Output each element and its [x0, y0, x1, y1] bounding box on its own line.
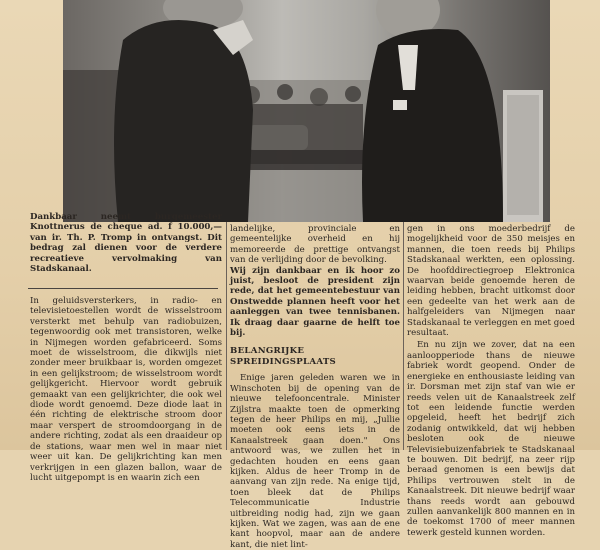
article-column-3 [407, 224, 575, 538]
divider [28, 288, 218, 289]
caption-column [30, 212, 222, 274]
photo-caption: Dankbaar neemt burgemeester Knottnerus de cheque ad. f 10.000,— van ir. Th. P. Tromp in ontvangst. Dit bedrag zal dienen voor de verdere recreatieve vervolmaking van Stadskanaal. [30, 212, 222, 275]
column-divider [403, 222, 404, 450]
column-3-body: En nu zijn we zover, dat na een aanloopperiode thans de nieuwe fabriek wordt geopend. Onder de energieke en enthousiaste leiding van ir. Dorsman met zijn staf van wie er reeds velen uit de Kanaalstreek zelf tot een leidende functie werden opgeleid, heeft het bedrijf zich zodanig ontwikkeld, dat wij hebben besloten ook de nieuwe Televisiebuizenfabriek te Stadskanaal te bouwen. Dit bedrijf, na zeer rijp beraad genomen is een bewijs dat Philips vertrouwen stelt in de Kanaalstreek. Dit nieuwe bedrijf waar thans reeds wordt aan gebouwd zullen aanvankelijk 800 mannen en in de toekomst 1700 of meer mannen tewerk gesteld kunnen worden. [407, 340, 575, 538]
column-3-top: gen in ons moederbedrijf de mogelijkheid voor de 350 meisjes en mannen, die toen reeds bij Philips Stadskanaal werkten, een oplossing. De hoofddirectiegroep Elektronica waarvan beide genoemde heren de leiding hebben, bracht uitkomst door een gedeelte van het werk aan de halfgeleiders van Nijmegen naar Stadskanaal te verleggen en met goed resultaat. [407, 224, 575, 339]
article-column-1 [30, 296, 222, 483]
article-column-2 [230, 224, 400, 550]
news-photo [63, 0, 550, 222]
section-heading: BELANGRIJKE SPREIDINGSPLAATS [230, 346, 337, 367]
column-2-quote: Wij zijn dankbaar en ik hoor zo juist, besloot de president zijn rede, dat het gemeentebestuur van Onstwedde plannen heeft voor het aanleggen van twee tennisbanen. Ik draag daar gaarne de helft toe bij. [230, 265, 400, 339]
column-2-intro: landelijke, provinciale en gemeentelijke overheid en hij memoreerde de prettige ontvangst van de verlijding door de bevolking. [230, 224, 400, 266]
column-2-body: Enige jaren geleden waren we in Winschoten bij de opening van de nieuwe telefooncentrale. Minister Zijlstra maakte toen de opmerking tegen de heer Philips en mij, „Jullie moeten ook eens iets in de Kanaalstreek gaan doen." Ons antwoord was, we zullen het in gedachten houden en eens gaan kijken. Aldus de heer Tromp in de aanvang van zijn rede. Na enige tijd, toen bleek dat de Philips Telecommunicatie Industrie uitbreiding nodig had, zijn we gaan kijken. Wat we zagen, was aan de ene kant hoopvol, maar aan de andere kant, die niet lint- [230, 373, 400, 550]
column-divider [226, 222, 227, 450]
column-1-text: In geluidsversterkers, in radio- en televisietoestellen wordt de wisselstroom versterkt met behulp van radiobuizen, tegenwoordig ook met transistoren, welke in Nijmegen worden gefabriceerd. Soms moet de wisselstroom, die dikwijls niet zonder meer bruikbaar is, worden omgezet in een gelijkstroom; de wisselstroom wordt gelijkgericht. Hiervoor wordt gebruik gemaakt van een gelijkrichter, die ook wel diode wordt genoemd. Deze diode laat in één richting de elektrische stroom door maar verspert de stroomdoorgang in de andere richting, zodat als een draaideur op de stations, waar men wel in maar niet weer uit kan. De gelijkrichting kan men verkrijgen in een glazen ballon, waar de lucht uitgepompt is en waarin zich een [30, 296, 222, 483]
